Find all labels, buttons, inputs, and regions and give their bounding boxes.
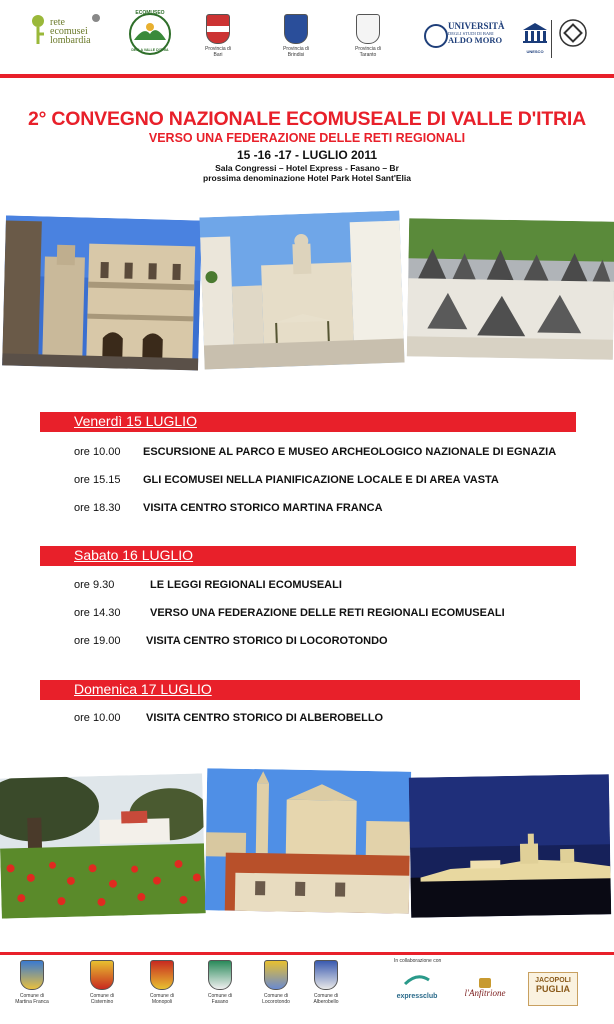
rete-line3: lombardia xyxy=(50,35,91,46)
province-taranto-logo xyxy=(350,14,386,58)
comune-monopoli-logo xyxy=(140,960,184,1005)
item-time: ore 14.30 xyxy=(74,607,121,619)
brindisi-crest-icon xyxy=(284,14,308,44)
province-bari-logo xyxy=(200,14,236,58)
collaboration-label: In collaborazione con xyxy=(394,958,442,964)
photo-alberobello-trulli xyxy=(407,218,614,360)
jacopoli-top-text: JACOPOLI xyxy=(535,977,571,984)
item-text: GLI ECOMUSEI NELLA PIANIFICAZIONE LOCALE E DI AREA VASTA xyxy=(143,474,499,486)
comune-martina-franca-logo xyxy=(10,960,54,1005)
footer-red-line xyxy=(0,952,614,955)
comune-caption2: Alberobello xyxy=(313,999,339,1005)
province-brindisi-logo xyxy=(278,14,314,58)
photo-poppy-field xyxy=(0,773,206,918)
world-heritage-logo xyxy=(558,18,588,48)
comune-caption2: Fasano xyxy=(211,999,229,1005)
photo-locorotondo-square xyxy=(199,211,404,370)
anfitrione-logo xyxy=(460,978,510,998)
day-label: Venerdì 15 LUGLIO xyxy=(74,413,197,429)
anfitrione-crown-icon xyxy=(479,978,491,988)
rete-leaf-icon xyxy=(28,14,48,46)
comune-caption1: Comune di xyxy=(207,993,233,999)
day-banner-friday xyxy=(40,412,576,432)
comune-caption1: Comune di xyxy=(149,993,175,999)
rete-line2: ecomusei xyxy=(50,26,88,37)
university-seal-icon xyxy=(424,24,448,48)
world-heritage-icon xyxy=(558,18,588,48)
comune-fasano-logo xyxy=(198,960,242,1005)
item-text: VERSO UNA FEDERAZIONE DELLE RETI REGIONALI ECOMUSEALI xyxy=(150,607,505,619)
uni-line2: DEGLI STUDI DI BARI xyxy=(448,31,494,36)
small-crest-icon xyxy=(92,14,100,22)
unesco-temple-icon xyxy=(521,22,549,44)
day-label: Domenica 17 LUGLIO xyxy=(74,681,212,697)
item-time: ore 9.30 xyxy=(74,579,115,591)
province-caption: Provincia di Taranto xyxy=(355,46,381,58)
comune-caption2: Locorotondo xyxy=(262,999,290,1005)
uni-line3: ALDO MORO xyxy=(448,35,503,45)
day-banner-sunday xyxy=(40,680,580,700)
university-logo xyxy=(424,22,516,50)
martina-franca-crest-icon xyxy=(20,960,44,990)
comune-caption1: Comune di xyxy=(19,993,45,999)
expressclub-swoosh-icon xyxy=(403,972,431,988)
item-text: VISITA CENTRO STORICO DI LOCOROTONDO xyxy=(146,635,388,647)
comune-caption2: Martina Franca xyxy=(15,999,49,1005)
cisternino-crest-icon xyxy=(90,960,114,990)
alberobello-crest-icon xyxy=(314,960,338,990)
item-text: LE LEGGI REGIONALI ECOMUSEALI xyxy=(150,579,342,591)
monopoli-crest-icon xyxy=(150,960,174,990)
comune-caption1: Comune di xyxy=(89,993,115,999)
unesco-text: UNESCO xyxy=(526,49,544,54)
comune-cisternino-logo xyxy=(80,960,124,1005)
header-divider xyxy=(551,20,552,58)
item-time: ore 19.00 xyxy=(74,635,121,647)
item-text: VISITA CENTRO STORICO MARTINA FRANCA xyxy=(143,502,383,514)
comune-caption2: Monopoli xyxy=(151,999,173,1005)
ecomuseo-bottom-text: DELLA VALLE D'ITRIA xyxy=(131,48,169,52)
event-subtitle: VERSO UNA FEDERAZIONE DELLE RETI REGIONALI xyxy=(148,131,466,145)
photo-monopoli-cathedral xyxy=(205,768,411,914)
item-time: ore 15.15 xyxy=(74,474,121,486)
ecomuseo-logo xyxy=(128,12,172,56)
locorotondo-crest-icon xyxy=(264,960,288,990)
bari-crest-icon xyxy=(206,14,230,44)
item-time: ore 18.30 xyxy=(74,502,121,514)
comune-locorotondo-logo xyxy=(254,960,298,1005)
anfitrione-text: l'Anfitrione xyxy=(464,988,506,998)
header-logos xyxy=(0,8,614,74)
jacopoli-bottom-text: PUGLIA xyxy=(535,984,570,994)
item-time: ore 10.00 xyxy=(74,712,121,724)
jacopoli-logo xyxy=(528,972,578,1006)
fasano-crest-icon xyxy=(208,960,232,990)
unesco-logo xyxy=(520,22,550,54)
uni-line1: UNIVERSITÀ xyxy=(448,21,505,31)
item-text: ESCURSIONE AL PARCO E MUSEO ARCHEOLOGICO NAZIONALE DI EGNAZIA xyxy=(143,446,557,458)
ecomuseo-top-text: ECOMUSEO xyxy=(135,10,165,16)
event-title: 2° CONVEGNO NAZIONALE ECOMUSEALE DI VALLE D'ITRIA xyxy=(27,108,587,130)
event-dates: 15 -16 -17 - LUGLIO 2011 xyxy=(236,148,378,162)
rete-line1: rete xyxy=(50,17,65,28)
item-time: ore 10.00 xyxy=(74,446,121,458)
province-caption: Provincia di Brindisi xyxy=(283,46,309,58)
province-caption: Provincia di Bari xyxy=(205,46,231,58)
venue-line1: Sala Congressi – Hotel Express - Fasano – Br xyxy=(215,163,399,173)
comune-caption2: Cisternino xyxy=(90,999,114,1005)
comune-alberobello-logo xyxy=(304,960,348,1005)
taranto-crest-icon xyxy=(356,14,380,44)
expressclub-text: expressclub xyxy=(396,993,438,1000)
expressclub-logo xyxy=(392,972,442,1002)
event-venue xyxy=(0,163,614,183)
day-banner-saturday xyxy=(40,546,576,566)
photo-martina-franca-palace xyxy=(2,215,202,370)
day-label: Sabato 16 LUGLIO xyxy=(74,547,194,563)
header-red-line xyxy=(0,74,614,78)
comune-caption1: Comune di xyxy=(313,993,339,999)
item-text: VISITA CENTRO STORICO DI ALBEROBELLO xyxy=(146,712,384,724)
venue-line2: prossima denominazione Hotel Park Hotel Sant'Elia xyxy=(203,173,411,183)
photo-night-town xyxy=(409,774,611,917)
comune-caption1: Comune di xyxy=(263,993,289,999)
